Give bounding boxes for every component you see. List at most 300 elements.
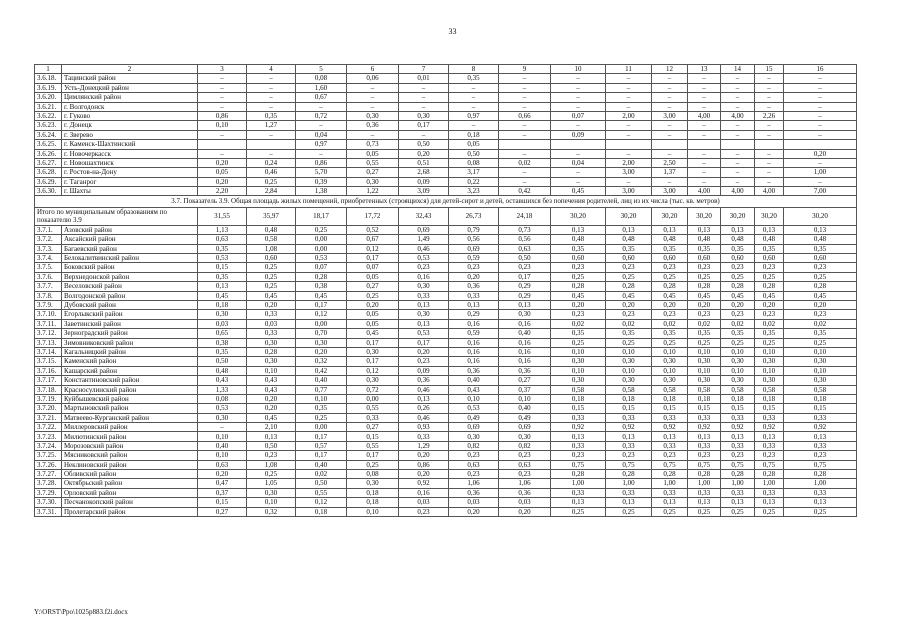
value-cell: 0,30 xyxy=(688,357,721,366)
value-cell: – xyxy=(784,74,857,83)
value-cell: 0,37 xyxy=(499,385,551,394)
value-cell: 0,10 xyxy=(499,394,551,403)
value-cell: – xyxy=(721,168,755,177)
value-cell: 0,20 xyxy=(688,301,721,310)
value-cell: 0,16 xyxy=(399,488,449,497)
header-cell: 9 xyxy=(499,65,551,74)
value-cell: 0,15 xyxy=(606,404,652,413)
value-cell: 0,30 xyxy=(347,177,399,186)
section-title: 3.7. Показатель 3.9. Общая площадь жилых помещений, приобретенных (строящихся) для детей-сирот и детей, оставшихся без попечения родителей, лиц из их числа (тыс. кв. метров) xyxy=(35,196,857,208)
total-value-cell: 18,17 xyxy=(296,208,347,226)
value-cell: 0,10 xyxy=(784,366,857,375)
value-cell: 0,25 xyxy=(247,470,296,479)
value-cell: 0,13 xyxy=(652,498,688,507)
value-cell: 0,13 xyxy=(198,282,247,291)
row-name-cell: Верхнедонской район xyxy=(62,272,198,281)
value-cell: 0,23 xyxy=(606,310,652,319)
value-cell: 0,53 xyxy=(198,254,247,263)
value-cell: 0,63 xyxy=(499,460,551,469)
row-name-cell: Зимовниковский район xyxy=(62,338,198,347)
row-number-cell: 3.7.23. xyxy=(35,432,62,441)
row-name-cell: Куйбышевский район xyxy=(62,394,198,403)
value-cell: 0,33 xyxy=(551,413,606,422)
row-name-cell: Песчанокопский район xyxy=(62,498,198,507)
value-cell: 0,45 xyxy=(198,291,247,300)
value-cell: – xyxy=(755,168,784,177)
value-cell: – xyxy=(247,93,296,102)
table-row xyxy=(35,507,857,516)
value-cell: – xyxy=(198,130,247,139)
value-cell: 0,30 xyxy=(347,111,399,120)
value-cell: 0,17 xyxy=(347,254,399,263)
row-number-cell: 3.6.18. xyxy=(35,74,62,83)
value-cell: 0,30 xyxy=(721,357,755,366)
value-cell: 0,20 xyxy=(399,451,449,460)
value-cell: – xyxy=(721,74,755,83)
row-name-cell: Веселовский район xyxy=(62,282,198,291)
table-row xyxy=(35,432,857,441)
value-cell: 0,23 xyxy=(449,451,499,460)
total-row xyxy=(35,208,857,226)
table-body xyxy=(35,65,857,517)
header-cell: 11 xyxy=(606,65,652,74)
value-cell: 0,20 xyxy=(198,158,247,167)
value-cell: 0,25 xyxy=(606,272,652,281)
value-cell: 0,13 xyxy=(784,432,857,441)
row-name-cell: Красносулинский район xyxy=(62,385,198,394)
value-cell: 0,18 xyxy=(721,394,755,403)
value-cell: 0,25 xyxy=(606,507,652,516)
value-cell: 0,25 xyxy=(784,338,857,347)
value-cell: – xyxy=(688,130,721,139)
table-row xyxy=(35,394,857,403)
value-cell: 0,20 xyxy=(347,301,399,310)
value-cell: – xyxy=(247,83,296,92)
value-cell: 0,50 xyxy=(449,149,499,158)
value-cell: 0,60 xyxy=(688,254,721,263)
value-cell: 0,24 xyxy=(247,158,296,167)
row-number-cell: 3.6.20. xyxy=(35,93,62,102)
value-cell: 0,48 xyxy=(198,366,247,375)
value-cell: 0,92 xyxy=(652,423,688,432)
value-cell: 0,20 xyxy=(198,177,247,186)
value-cell: 0,40 xyxy=(198,441,247,450)
value-cell: 0,67 xyxy=(296,93,347,102)
value-cell: 0,25 xyxy=(688,272,721,281)
table-row xyxy=(35,376,857,385)
value-cell: 0,18 xyxy=(688,394,721,403)
value-cell: 0,08 xyxy=(198,394,247,403)
value-cell: – xyxy=(247,74,296,83)
row-number-cell: 3.6.19. xyxy=(35,83,62,92)
value-cell: 0,97 xyxy=(449,111,499,120)
value-cell: – xyxy=(499,149,551,158)
value-cell: 0,53 xyxy=(399,329,449,338)
row-number-cell: 3.6.23. xyxy=(35,121,62,130)
value-cell: 0,35 xyxy=(606,244,652,253)
header-cell: 1 xyxy=(35,65,62,74)
value-cell: 0,18 xyxy=(449,130,499,139)
value-cell: 0,48 xyxy=(784,235,857,244)
value-cell: 0,58 xyxy=(652,385,688,394)
value-cell: 0,23 xyxy=(755,451,784,460)
value-cell: – xyxy=(198,423,247,432)
value-cell: – xyxy=(688,168,721,177)
value-cell: 3,00 xyxy=(652,111,688,120)
value-cell: – xyxy=(198,83,247,92)
value-cell: 0,23 xyxy=(755,310,784,319)
value-cell: 0,30 xyxy=(399,282,449,291)
value-cell: 0,20 xyxy=(247,394,296,403)
total-value-cell: 31,55 xyxy=(198,208,247,226)
value-cell: 0,36 xyxy=(399,376,449,385)
value-cell: 0,35 xyxy=(721,244,755,253)
value-cell: 4,00 xyxy=(688,187,721,196)
row-number-cell: 3.6.30. xyxy=(35,187,62,196)
value-cell: 0,48 xyxy=(247,225,296,234)
value-cell: 4,00 xyxy=(721,111,755,120)
row-name-cell: Усть-Донецкий район xyxy=(62,83,198,92)
value-cell: 0,13 xyxy=(606,225,652,234)
header-cell: 2 xyxy=(62,65,198,74)
value-cell: 0,30 xyxy=(652,357,688,366)
value-cell: 0,18 xyxy=(606,394,652,403)
value-cell: – xyxy=(198,102,247,111)
value-cell: – xyxy=(606,121,652,130)
value-cell xyxy=(606,140,652,149)
value-cell: – xyxy=(449,121,499,130)
total-value-cell: 30,20 xyxy=(652,208,688,226)
value-cell: – xyxy=(721,83,755,92)
value-cell: 0,23 xyxy=(551,310,606,319)
row-number-cell: 3.7.31. xyxy=(35,507,62,516)
value-cell: – xyxy=(652,93,688,102)
total-value-cell: 32,43 xyxy=(399,208,449,226)
value-cell: 0,25 xyxy=(296,225,347,234)
value-cell: 0,33 xyxy=(449,291,499,300)
value-cell: 0,00 xyxy=(296,423,347,432)
value-cell: 0,50 xyxy=(247,441,296,450)
value-cell: – xyxy=(551,102,606,111)
value-cell: 0,58 xyxy=(755,385,784,394)
value-cell: 0,53 xyxy=(449,404,499,413)
value-cell: 0,60 xyxy=(784,254,857,263)
value-cell: 0,15 xyxy=(347,432,399,441)
value-cell: 0,30 xyxy=(247,338,296,347)
row-name-cell: Морозовский район xyxy=(62,441,198,450)
value-cell: 0,45 xyxy=(755,291,784,300)
value-cell: 2,00 xyxy=(606,111,652,120)
value-cell: 0,25 xyxy=(755,338,784,347)
value-cell: 0,18 xyxy=(755,394,784,403)
value-cell: 0,63 xyxy=(198,235,247,244)
value-cell: 0,12 xyxy=(296,498,347,507)
value-cell: 0,28 xyxy=(755,282,784,291)
value-cell: 0,10 xyxy=(198,121,247,130)
value-cell: – xyxy=(449,83,499,92)
value-cell: 0,25 xyxy=(296,413,347,422)
value-cell: 0,45 xyxy=(551,291,606,300)
value-cell: 1,60 xyxy=(296,83,347,92)
row-number-cell: 3.7.4. xyxy=(35,254,62,263)
value-cell: 0,25 xyxy=(755,507,784,516)
table-row xyxy=(35,329,857,338)
value-cell: – xyxy=(784,102,857,111)
value-cell: 0,30 xyxy=(688,376,721,385)
value-cell: – xyxy=(551,149,606,158)
value-cell: 3,00 xyxy=(606,187,652,196)
value-cell: 0,25 xyxy=(784,507,857,516)
row-name-cell: г. Донецк xyxy=(62,121,198,130)
value-cell: 0,75 xyxy=(652,460,688,469)
value-cell: 0,10 xyxy=(198,451,247,460)
value-cell: 0,13 xyxy=(688,432,721,441)
table-row xyxy=(35,158,857,167)
value-cell: 0,33 xyxy=(688,441,721,450)
value-cell: 0,35 xyxy=(296,404,347,413)
row-name-cell: Мясниковский район xyxy=(62,451,198,460)
row-name-cell: Егорлыкский район xyxy=(62,310,198,319)
value-cell: 0,43 xyxy=(198,376,247,385)
value-cell: 2,84 xyxy=(247,187,296,196)
table-row xyxy=(35,385,857,394)
value-cell: – xyxy=(296,121,347,130)
table-row xyxy=(35,168,857,177)
value-cell: 0,03 xyxy=(449,498,499,507)
value-cell: 0,13 xyxy=(551,498,606,507)
value-cell: 0,58 xyxy=(688,385,721,394)
value-cell: 0,93 xyxy=(399,423,449,432)
header-cell: 7 xyxy=(399,65,449,74)
value-cell: 0,33 xyxy=(247,329,296,338)
total-value-cell: 24,18 xyxy=(499,208,551,226)
value-cell: 0,75 xyxy=(721,460,755,469)
row-name-cell: Константиновский район xyxy=(62,376,198,385)
value-cell: 2,10 xyxy=(247,423,296,432)
value-cell: 0,38 xyxy=(198,338,247,347)
value-cell: – xyxy=(247,130,296,139)
value-cell: 0,25 xyxy=(721,507,755,516)
value-cell: 0,72 xyxy=(296,111,347,120)
value-cell: 0,28 xyxy=(721,282,755,291)
row-number-cell: 3.7.9. xyxy=(35,301,62,310)
row-number-cell: 3.6.25. xyxy=(35,140,62,149)
value-cell: 0,02 xyxy=(688,319,721,328)
value-cell: 0,23 xyxy=(499,470,551,479)
value-cell: 0,17 xyxy=(347,451,399,460)
value-cell: 0,23 xyxy=(688,451,721,460)
value-cell: 0,46 xyxy=(399,413,449,422)
value-cell: – xyxy=(755,74,784,83)
row-number-cell: 3.6.27. xyxy=(35,158,62,167)
value-cell: 0,25 xyxy=(721,272,755,281)
row-name-cell: г. Гуково xyxy=(62,111,198,120)
value-cell: 0,16 xyxy=(449,357,499,366)
table-row xyxy=(35,272,857,281)
row-number-cell: 3.7.26. xyxy=(35,460,62,469)
value-cell xyxy=(755,140,784,149)
value-cell: 0,13 xyxy=(755,432,784,441)
value-cell: 0,33 xyxy=(688,488,721,497)
row-number-cell: 3.7.18. xyxy=(35,385,62,394)
value-cell: 0,16 xyxy=(499,347,551,356)
row-name-cell: Кашарский район xyxy=(62,366,198,375)
row-name-cell: Октябрьский район xyxy=(62,479,198,488)
value-cell: 0,02 xyxy=(721,319,755,328)
value-cell: 0,10 xyxy=(755,366,784,375)
value-cell: 0,27 xyxy=(347,423,399,432)
header-cell: 3 xyxy=(198,65,247,74)
value-cell: 0,45 xyxy=(347,329,399,338)
table-row xyxy=(35,347,857,356)
row-number-cell: 3.7.3. xyxy=(35,244,62,253)
table-row xyxy=(35,102,857,111)
value-cell: 0,35 xyxy=(247,111,296,120)
value-cell: – xyxy=(606,130,652,139)
value-cell: – xyxy=(198,93,247,102)
value-cell: 0,35 xyxy=(721,329,755,338)
value-cell: 0,10 xyxy=(721,347,755,356)
value-cell: 0,00 xyxy=(347,394,399,403)
value-cell: 0,10 xyxy=(652,366,688,375)
total-value-cell: 17,72 xyxy=(347,208,399,226)
value-cell: 0,36 xyxy=(449,282,499,291)
value-cell: 0,02 xyxy=(784,319,857,328)
value-cell: 0,05 xyxy=(347,310,399,319)
total-value-cell: 30,20 xyxy=(721,208,755,226)
value-cell: 2,20 xyxy=(198,187,247,196)
value-cell: 0,17 xyxy=(347,338,399,347)
header-cell: 13 xyxy=(688,65,721,74)
value-cell: – xyxy=(755,102,784,111)
row-number-cell: 3.7.25. xyxy=(35,451,62,460)
table-row xyxy=(35,74,857,83)
row-number-cell: 3.6.26. xyxy=(35,149,62,158)
row-number-cell: 3.7.12. xyxy=(35,329,62,338)
value-cell: 0,20 xyxy=(198,470,247,479)
table-row xyxy=(35,413,857,422)
row-name-cell: Милютинский район xyxy=(62,432,198,441)
value-cell: 0,52 xyxy=(347,225,399,234)
value-cell: 0,16 xyxy=(499,319,551,328)
value-cell: 0,23 xyxy=(652,310,688,319)
value-cell: 0,28 xyxy=(755,470,784,479)
row-number-cell: 3.6.29. xyxy=(35,177,62,186)
value-cell: 0,60 xyxy=(551,254,606,263)
value-cell: 0,25 xyxy=(606,338,652,347)
value-cell: 1,29 xyxy=(399,441,449,450)
value-cell: 0,13 xyxy=(755,225,784,234)
table-row xyxy=(35,404,857,413)
value-cell: 0,73 xyxy=(499,225,551,234)
value-cell: 0,58 xyxy=(784,385,857,394)
value-cell: 0,15 xyxy=(551,404,606,413)
value-cell: – xyxy=(499,130,551,139)
value-cell: 0,30 xyxy=(198,413,247,422)
value-cell: 0,05 xyxy=(449,140,499,149)
value-cell: – xyxy=(784,83,857,92)
row-name-cell: Волгодонской район xyxy=(62,291,198,300)
value-cell: 0,46 xyxy=(399,385,449,394)
value-cell: 0,13 xyxy=(399,319,449,328)
value-cell: 0,33 xyxy=(784,441,857,450)
value-cell: 0,63 xyxy=(198,460,247,469)
value-cell: 0,65 xyxy=(198,329,247,338)
value-cell: 0,25 xyxy=(247,282,296,291)
value-cell: 0,00 xyxy=(296,235,347,244)
value-cell: 0,05 xyxy=(347,272,399,281)
value-cell: 0,13 xyxy=(652,225,688,234)
value-cell: 0,36 xyxy=(449,488,499,497)
value-cell: 0,20 xyxy=(399,347,449,356)
value-cell: 0,13 xyxy=(784,498,857,507)
value-cell: 0,60 xyxy=(721,254,755,263)
value-cell: 0,00 xyxy=(296,244,347,253)
value-cell: – xyxy=(652,74,688,83)
value-cell: 0,20 xyxy=(721,301,755,310)
table-row xyxy=(35,244,857,253)
value-cell: 0,28 xyxy=(296,272,347,281)
value-cell: 0,57 xyxy=(296,441,347,450)
value-cell: 0,10 xyxy=(449,394,499,403)
value-cell: 0,33 xyxy=(551,441,606,450)
value-cell: 0,45 xyxy=(551,187,606,196)
value-cell: 0,35 xyxy=(606,329,652,338)
value-cell: – xyxy=(247,149,296,158)
value-cell: – xyxy=(652,121,688,130)
value-cell: 0,35 xyxy=(449,74,499,83)
row-number-cell: 3.7.20. xyxy=(35,404,62,413)
value-cell: 0,02 xyxy=(551,319,606,328)
value-cell: 0,33 xyxy=(784,413,857,422)
value-cell: 3,09 xyxy=(399,187,449,196)
value-cell: 0,20 xyxy=(399,470,449,479)
value-cell: 0,09 xyxy=(551,130,606,139)
value-cell xyxy=(721,140,755,149)
value-cell: – xyxy=(784,130,857,139)
value-cell: 0,60 xyxy=(652,254,688,263)
value-cell: 0,77 xyxy=(296,385,347,394)
value-cell: 0,28 xyxy=(606,282,652,291)
value-cell: 0,46 xyxy=(399,244,449,253)
value-cell: 0,35 xyxy=(784,244,857,253)
total-value-cell: 30,20 xyxy=(551,208,606,226)
value-cell: – xyxy=(688,93,721,102)
value-cell: – xyxy=(721,130,755,139)
value-cell: 7,00 xyxy=(784,187,857,196)
value-cell: 0,37 xyxy=(198,488,247,497)
value-cell: 0,20 xyxy=(449,507,499,516)
value-cell: 0,17 xyxy=(399,338,449,347)
value-cell: 0,30 xyxy=(399,111,449,120)
value-cell: – xyxy=(296,149,347,158)
value-cell: 0,18 xyxy=(347,488,399,497)
value-cell: 0,30 xyxy=(784,357,857,366)
value-cell: 0,23 xyxy=(784,310,857,319)
value-cell: 0,30 xyxy=(499,432,551,441)
value-cell: 1,06 xyxy=(499,479,551,488)
value-cell: 1,27 xyxy=(247,121,296,130)
value-cell: 0,28 xyxy=(652,470,688,479)
row-number-cell: 3.7.15. xyxy=(35,357,62,366)
value-cell: 0,23 xyxy=(755,263,784,272)
value-cell: 0,15 xyxy=(198,263,247,272)
value-cell: 0,69 xyxy=(499,423,551,432)
table-row xyxy=(35,225,857,234)
row-number-cell: 3.7.10. xyxy=(35,310,62,319)
row-name-cell: Орловский район xyxy=(62,488,198,497)
value-cell: 0,13 xyxy=(688,225,721,234)
